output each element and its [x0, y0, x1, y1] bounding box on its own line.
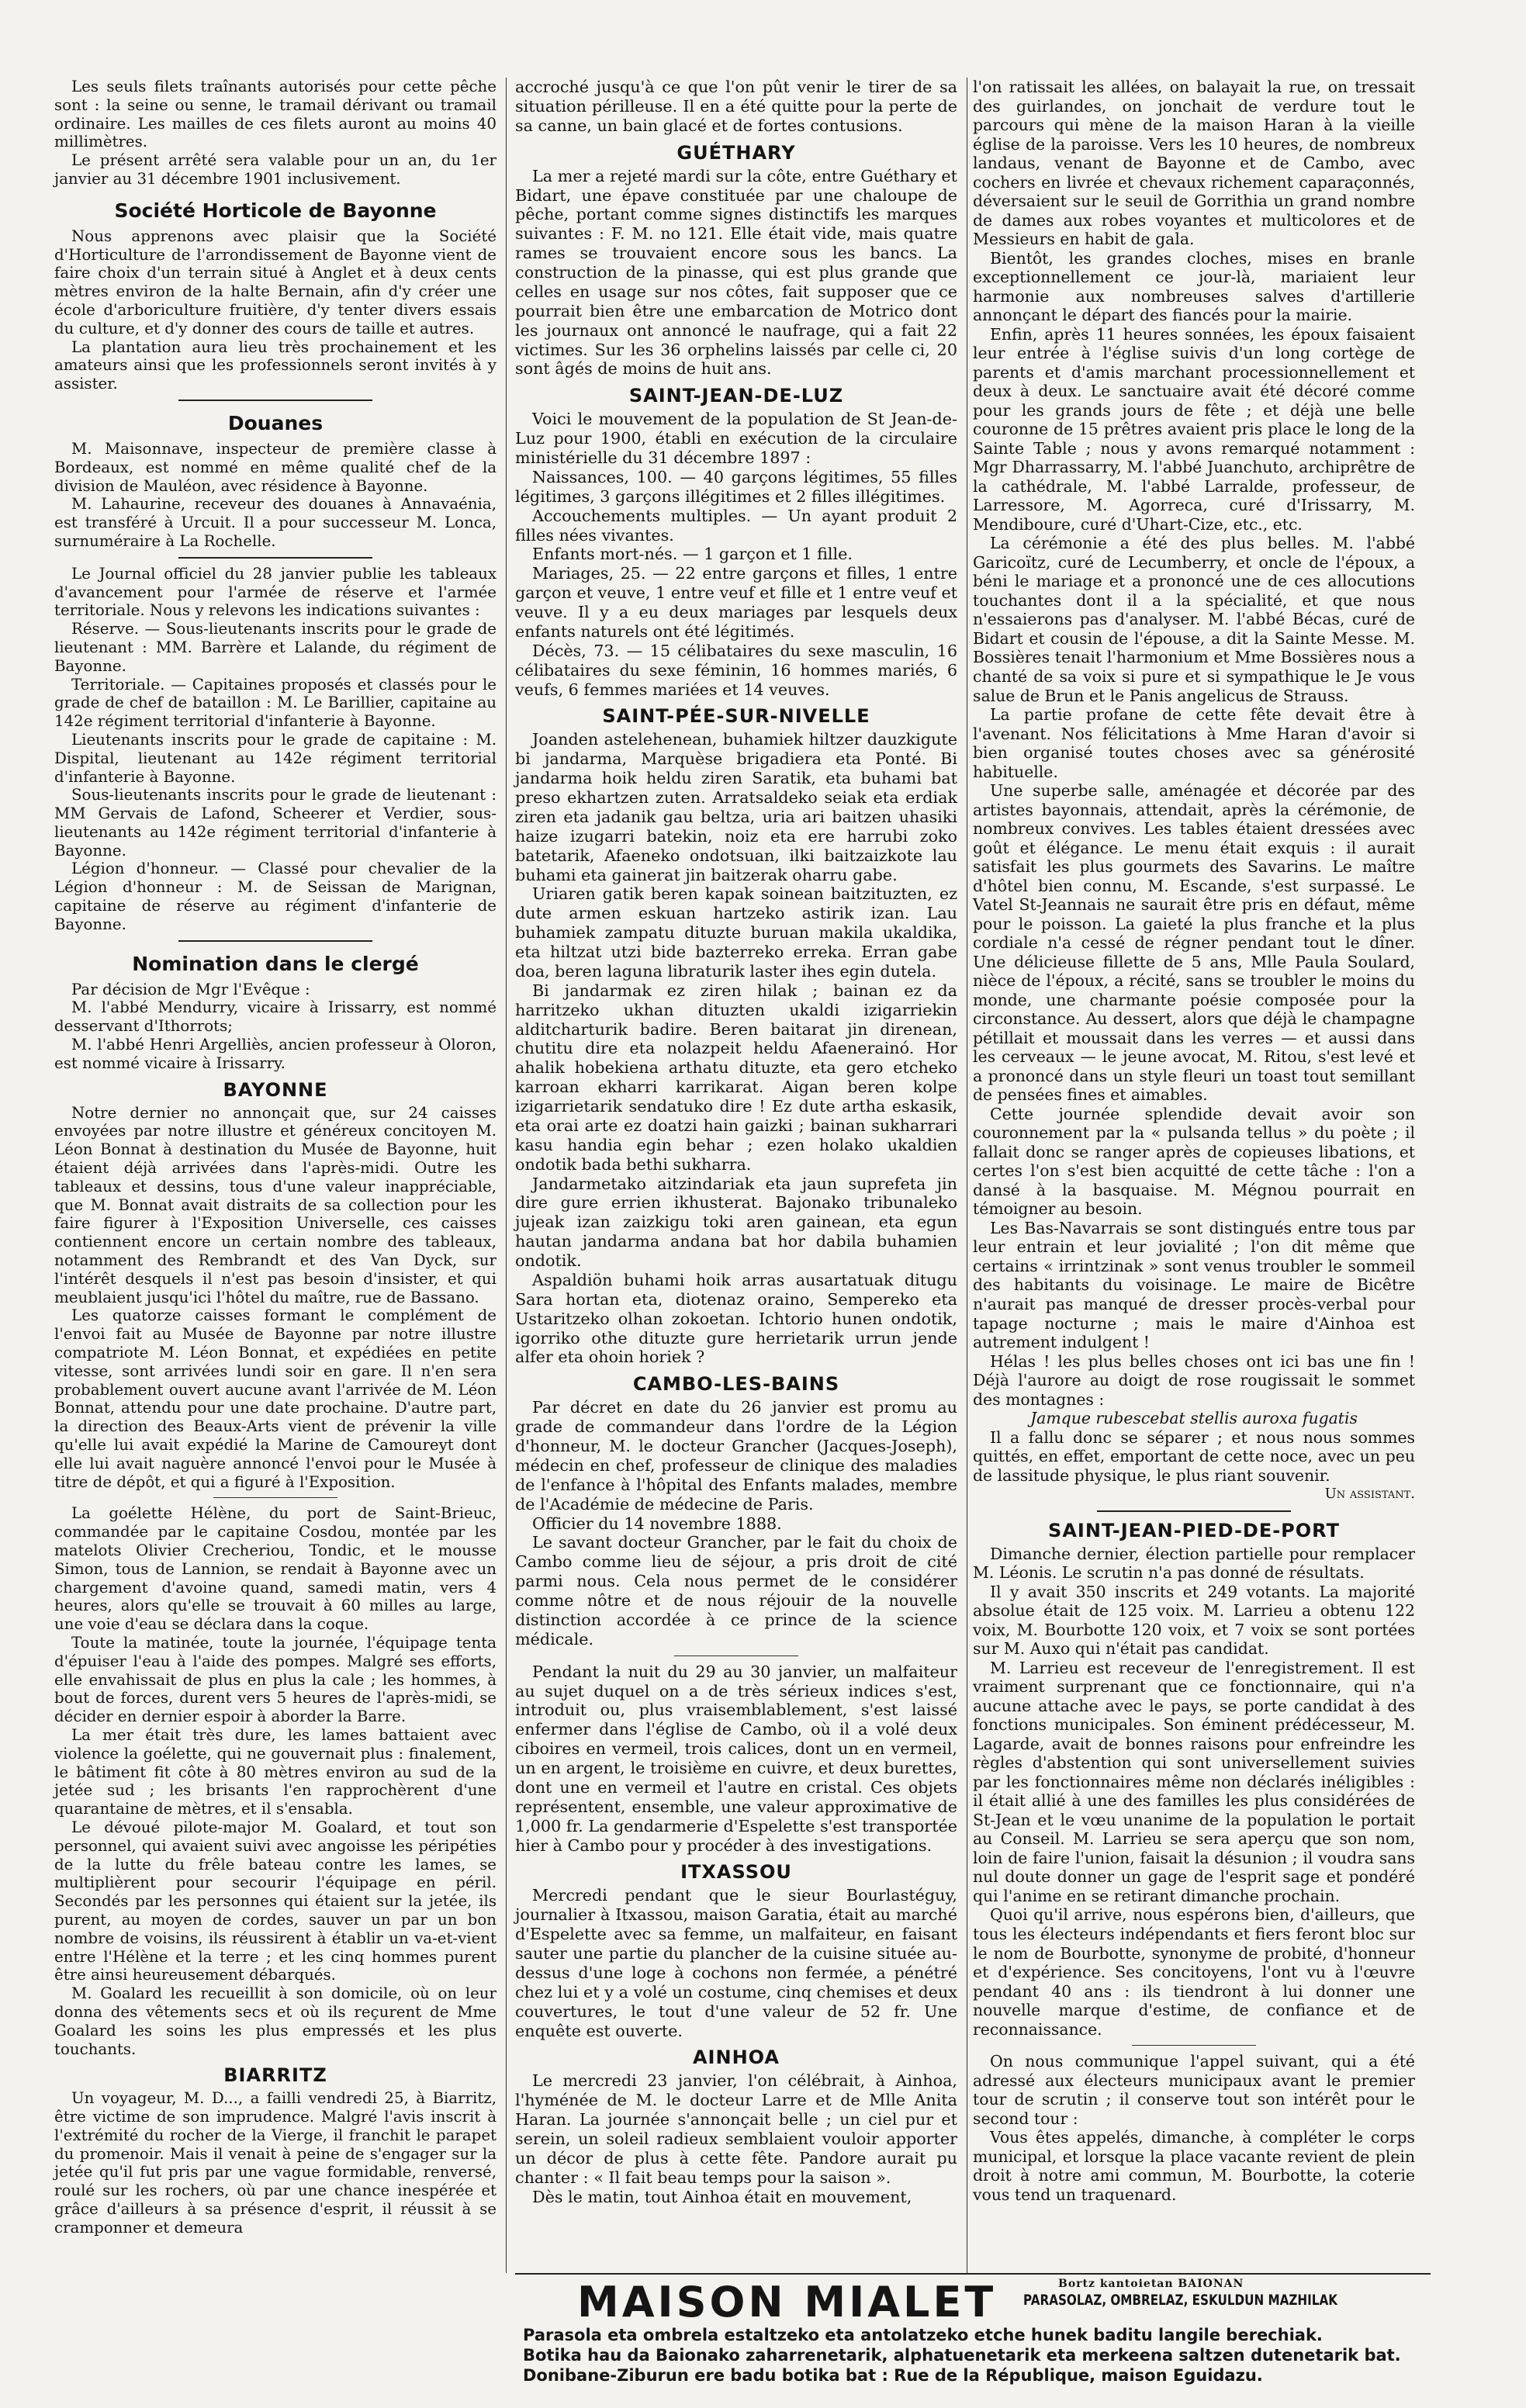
section-divider — [178, 940, 372, 942]
article-paragraph: M. Larrieu est receveur de l'enregistrement. Il est vraiment surprenant que ce fonctionnaire, qui n'a aucune attache avec le pays, se porte candidat à des fonctions municipales. Son éminent prédécesseur, M. Lagarde, avait de bonnes raisons pour enfreindre les règles d'abstention qui sont universellement suivies par les fonctionnaires même non déclarés inéligibles : il était allié à une des familles les plus considérées de St-Jean et le vœu unanime de la population le portait au Conseil. M. Larrieu se sera aperçu que son nom, loin de faire l'union, faisait la désunion ; il voudra sans nul doute donner un gage de l'esprit sage et pondéré qui l'anime en se retirant dimanche prochain. — [973, 1658, 1415, 1905]
article-paragraph: Territoriale. — Capitaines proposés et classés pour le grade de chef de bataillon : M. Le Barillier, capitaine au 142e régiment territorial d'infanterie à Bayonne. — [54, 675, 497, 731]
article-paragraph: Dès le matin, tout Ainhoa était en mouvement, — [532, 2187, 912, 2206]
article-paragraph: Uriaren gatik beren kapak soinean baitzituzten, ez dute armen eskuan hartzeko astirik izan. Lau buhamiek zampatu dituzte buruan makila ukaldika, eta hiltzat utzi bide bazterreko erreka. Erran gabe doa, beren laguna libraturik laster ihes egin dutela. — [515, 884, 957, 981]
article-paragraph: M. Maisonnave, inspecteur de première classe à Bordeaux, est nommé en même qualité chef de la division de Mauléon, avec résidence à Bayonne. — [54, 439, 497, 495]
article-paragraph: Les quatorze caisses formant le complément de l'envoi fait au Musée de Bayonne par notre illustre compatriote M. Léon Bonnat, et expédiées en petite vitesse, sont arrivées lundi soir en gare. Il n'en sera probablement ouvert aucune avant l'arrivée de M. Léon Bonnat, attendu pour une date prochaine. D'autre part, la direction des Beaux-Arts vient de prévenir la ville qu'elle lui avait expédié la Marine de Camoureyt dont elle lui avait naguère annoncé l'envoi pour le Musée à titre de dépôt, et qui a figuré à l'Exposition. — [54, 1306, 497, 1491]
article-paragraph: Notre dernier no annonçait que, sur 24 caisses envoyées par notre illustre et généreux concitoyen M. Léon Bonnat à destination du Musée de Bayonne, huit étaient déjà arrivées dans l'après-midi. Outre les tableaux et dessins, tous d'une valeur inappréciable, que M. Bonnat avait distraits de sa collection pour les faire figurer à l'Exposition Universelle, ces caisses contiennent encore un certain nombre des tableaux, notamment des Rembrandt et des Van Dyck, sur l'intérêt desquels il n'est pas besoin d'insister, et qui meublaient jusqu'ici l'hôtel du maître, rue de Bassano. — [54, 1103, 497, 1306]
article-paragraph: La goélette Hélène, du port de Saint-Brieuc, commandée par le capitaine Cosdou, montée par les matelots Olivier Crecheriou, Tondic, et le mousse Simon, tous de Lannion, se rendait à Bayonne avec un chargement d'avoine quand, samedi matin, vers 4 heures, alors qu'elle se trouvait à 60 milles au large, une voie d'eau se déclara dans la coque. — [54, 1504, 497, 1634]
article-paragraph: Toute la matinée, toute la journée, l'équipage tenta d'épuiser l'eau à l'aide des pompes. Malgré ses efforts, elle envahissait de plus en plus la cale ; les hommes, à bout de forces, durent vers 5 heures de l'après-midi, se décider en dernier espoir à aborder la Barre. — [54, 1633, 497, 1726]
article-paragraph: Un voyageur, M. D..., a failli vendredi 25, à Biarritz, être victime de son imprudence. Malgré l'avis inscrit à l'extrémité du rocher de la Vierge, il franchit le parapet du promenoir. Mais il venait à peine de s'engager sur la jetée qu'il fut pris par une vague formidable, renversé, roulé sur les rochers, où par une chance inespérée et grâce d'ailleurs à sa présence d'esprit, il réussit à se cramponner et demeura — [54, 2089, 497, 2237]
column-right — [973, 78, 1415, 2204]
article-paragraph: Il y avait 350 inscrits et 249 votants. La majorité absolue était de 125 voix. M. Larrieu a obtenu 122 voix, M. Bourbotte 120 voix, et 7 voix se sont portées sur M. Auxo qui n'était pas candidat. — [973, 1582, 1415, 1659]
column-left — [54, 78, 497, 2237]
ad-subtitle: Bortz kantoietan BAIONAN — [1058, 2278, 1244, 2290]
section-heading-guethary: GUÉTHARY — [676, 141, 796, 164]
section-heading-horticole: Société Horticole de Bayonne — [114, 199, 437, 222]
article-paragraph: Voici le mouvement de la population de St Jean-de-Luz pour 1900, établi en exécution de la circulaire ministérielle du 31 décembre 1897 : — [515, 410, 957, 467]
article-paragraph: Dimanche dernier, élection partielle pour remplacer M. Léonis. Le scrutin n'a pas donné de résultats. — [973, 1544, 1415, 1583]
article-paragraph: La mer était très dure, les lames battaient avec violence la goélette, qui ne gouvernait plus : finalement, le bâtiment fit côte à 80 mètres environ au sud de la jetée sud ; les brisants l'en rapprochèrent d'une quarantaine de mètres, et il s'ensabla. — [54, 1725, 497, 1818]
section-divider — [178, 400, 372, 401]
article-paragraph: Enfin, après 11 heures sonnées, les époux faisaient leur entrée à l'église suivis d'un long cortège de parents et d'amis marchant processionnellement et deux à deux. Le sanctuaire avait été décoré comme pour les grands jours de fête ; et déjà une belle couronne de 15 prêtres avaient pris place le long de la Sainte Table ; nous y avons remarqué notamment : Mgr Dharrassarry, M. l'abbé Juanchuto, archiprêtre de la cathédrale, M. l'abbé Larralde, professeur, de Larressore, M. Agorreca, curé d'Irissarry, M. Mendiboure, curé d'Uhart-Cize, etc., etc. — [973, 324, 1415, 534]
newspaper-page — [54, 78, 1435, 2385]
column-rule — [506, 78, 507, 2273]
article-paragraph: Jandarmetako aitzindariak eta jaun suprefeta jin dire gure errien ikhusterat. Bajonako tribunaleko jujeak izan zaizkigu toki aren gainean, eta egun hautan jandarma andana bat hor dabila buhamien ondotik. — [515, 1174, 957, 1270]
ad-line: Botika hau da Baionako zaharrenetarik, alphatuenetarik eta merkeena saltzen dutenetarik bat. — [523, 2346, 1401, 2365]
section-divider — [1132, 2045, 1256, 2046]
section-heading-saint-jean-pied-de-port: SAINT-JEAN-PIED-DE-PORT — [1048, 1519, 1340, 1541]
article-paragraph: Bi jandarmak ez ziren hilak ; bainan ez da harritzeko ukhan dituzten ukaldi izigarriekin alditcharturik badire. Beren baitarat jin direnean, chutitu dire eta nolazpeit heldu Afaenerainó. Hor ahalik hobekiena arthatu dituzte, eta gero etcheko karroan ekharri karrikarat. Aigan beren kolpe izigarrietarik sendatuko dire ! Ez dute artha eskasik, eta orai arte ez doatzi hain gaizki ; bainan sukharrari kasu handia egin behar ; ezen holako ukaldien ondotik bada bethi sukharra. — [515, 981, 957, 1174]
article-paragraph: Sous-lieutenants inscrits pour le grade de lieutenant : MM Gervais de Lafond, Scheerer et Verdier, sous-lieutenants au 142e régiment territorial d'infanterie à Bayonne. — [54, 786, 497, 860]
article-paragraph: M. l'abbé Henri Argelliès, ancien professeur à Oloron, est nommé vicaire à Irissarry. — [54, 1036, 497, 1072]
column-middle — [515, 78, 957, 2207]
latin-quote: Jamque rubescebat stellis auroxa fugatis — [1030, 1409, 1358, 1428]
advertisement-maison-mialet — [515, 2273, 1431, 2385]
article-paragraph: La plantation aura lieu très prochainement et les amateurs ainsi que les professionnels seront invités à y assister. — [54, 337, 497, 393]
section-heading-ainhoa: AINHOA — [692, 2046, 780, 2069]
section-heading-biarritz: BIARRITZ — [223, 2064, 327, 2087]
section-divider — [213, 1497, 337, 1498]
section-divider — [178, 557, 372, 559]
article-paragraph: M. Lahaurine, receveur des douanes à Annavaénia, est transféré à Urcuit. Il a pour successeur M. Lonca, surnuméraire à La Rochelle. — [54, 495, 497, 550]
article-paragraph: Pendant la nuit du 29 au 30 janvier, un malfaiteur au sujet duquel on a de très sérieux indices s'est, introduit ou, plus vraisemblablement, s'est laissé enfermer dans l'église de Cambo, où il a volé deux ciboires en vermeil, trois calices, dont un en vermeil, un en argent, le troisième en cuivre, et deux burettes, dont une en vermeil et l'autre en cristal. Ces objets représentent, ensemble, une valeur approximative de 1,000 fr. La gendarmerie d'Espelette s'est transportée hier à Cambo pour y procéder à des investigations. — [515, 1662, 957, 1855]
article-paragraph: Hélas ! les plus belles choses ont ici bas une fin ! Déjà l'aurore au doigt de rose rougissait le sommet des montagnes : — [973, 1351, 1415, 1409]
article-paragraph: Naissances, 100. — 40 garçons légitimes, 55 filles légitimes, 3 garçons illégitimes et 2 filles illégitimes. — [515, 467, 957, 506]
article-paragraph: Par décision de Mgr l'Evêque : — [71, 980, 310, 998]
ad-tagline: PARASOLAZ, OMBRELAZ, ESKULDUN MAZHILAK — [1023, 2292, 1337, 2309]
article-paragraph: accroché jusqu'à ce que l'on pût venir le tirer de sa situation périlleuse. Il en a été quitte pour la perte de sa canne, un bain glacé et de fortes contusions. — [515, 78, 957, 135]
ad-line: Parasola eta ombrela estaltzeko eta antolatzeko etche hunek baditu langile berechiak. — [523, 2326, 1323, 2344]
article-paragraph: Les seuls filets traînants autorisés pour cette pêche sont : la seine ou senne, le tramail dérivant ou tramail ordinaire. Les mailles de ces filets auront au moins 40 millimètres. — [54, 78, 497, 151]
article-paragraph: La partie profane de cette fête devait être à l'avenant. Nos félicitations à Mme Haran d'avoir si bien organisé toutes choses avec sa générosité habituelle. — [973, 705, 1415, 781]
article-paragraph: La cérémonie a été des plus belles. M. l'abbé Garicoïtz, curé de Lecumberry, et oncle de l'époux, a béni le mariage et a prononcé une de ces allocutions touchantes dont il a la spécialité, et que nous n'essaierons pas d'analyser. M. l'abbé Bécas, curé de Bidart et cousin de l'épouse, a dit la Sainte Messe. M. Bossières tenait l'harmonium et Mme Bossières nous a chanté de sa voix si pure et si sympathique le Je vous salue de Brun et le Panis angelicus de Strauss. — [973, 534, 1415, 705]
article-paragraph: Il a fallu donc se séparer ; et nous nous sommes quittés, en effet, emportant de cette noce, avec un peu de lassitude physique, le plus riant souvenir. — [973, 1427, 1415, 1485]
ad-line: Donibane-Ziburun ere badu botika bat : Rue de la République, maison Eguidazu. — [523, 2366, 1263, 2385]
article-paragraph: Le présent arrêté sera valable pour un an, du 1er janvier au 31 décembre 1901 inclusivement. — [54, 151, 497, 188]
article-paragraph: Aspaldiön buhami hoik arras ausartatuak ditugu Sara hortan eta, diotenaz oraino, Sempereko eta Ustaritzeko olhan zokoetan. Ichtorio hunen ondotik, igorriko othe dituzte gure herrietarik urrun jende alfer eta ohoin horiek ? — [515, 1270, 957, 1367]
article-paragraph: Une superbe salle, aménagée et décorée par des artistes bayonnais, attendait, après la cérémonie, de nombreux convives. Les tables étaient dressées avec goût et élégance. Le menu était exquis : il aurait satisfait les plus gourmets des Savarins. Le maître d'hôtel bien connu, M. Escande, s'est surpassé. Le Vatel St-Jeannais ne saurait être pris en défaut, même pour le poisson. La gaieté la plus franche et la plus cordiale n'a cessé de régner pendant tout le dîner. Une délicieuse fillette de 5 ans, Mlle Paula Soulard, nièce de l'époux, a récité, sans se troubler le moins du monde, une charmante poésie composée pour la circonstance. Au dessert, alors que déjà le champagne pétillait et moussait dans les verres — et aussi dans les cerveaux — le jeune avocat, M. Ritou, s'est levé et a prononcé dans un style fleuri un toast tout semillant de pensées fines et aimables. — [973, 781, 1415, 1105]
section-heading-saint-jean-de-luz: SAINT-JEAN-DE-LUZ — [628, 385, 844, 407]
article-paragraph: Enfants mort-nés. — 1 garçon et 1 fille. — [532, 545, 853, 564]
article-paragraph: M. Goalard les recueillit à son domicile, où on leur donna des vêtements secs et où ils reçurent de Mme Goalard les soins les plus empressés et les plus touchants. — [54, 1984, 497, 2058]
article-paragraph: Réserve. — Sous-lieutenants inscrits pour le grade de lieutenant : MM. Barrère et Lalande, du régiment de Bayonne. — [54, 620, 497, 675]
article-paragraph: Les Bas-Navarrais se sont distingués entre tous par leur entrain et leur jovialité ; l'on dit même que certains « irrintzinak » sont venus troubler le sommeil des habitants du voisinage. Le maire de Bicêtre n'aurait pas manqué de dresser procès-verbal pour tapage nocturne ; mais le maire d'Ainhoa est autrement indulgent ! — [973, 1218, 1415, 1352]
article-paragraph: Nous apprenons avec plaisir que la Société d'Horticulture de l'arrondissement de Bayonne vient de faire choix d'un terrain situé à Anglet et à deux cents mètres environ de la halte Bernain, afin d'y créer une école d'arboriculture fruitière, d'y tenter divers essais du culture, et d'y donner des cours de taille et autres. — [54, 227, 497, 337]
article-paragraph: Mariages, 25. — 22 entre garçons et filles, 1 entre garçon et veuve, 1 entre veuf et fille et 1 entre veuf et veuve. Il y a eu deux mariages par lesquels deux enfants naturels ont été légitimés. — [515, 564, 957, 641]
article-paragraph: Décès, 73. — 15 célibataires du sexe masculin, 16 célibataires du sexe féminin, 16 hommes mariés, 6 veufs, 6 femmes mariées et 14 veuves. — [515, 641, 957, 699]
section-heading-itxassou: ITXASSOU — [680, 1861, 792, 1884]
article-paragraph: M. l'abbé Mendurry, vicaire à Irissarry, est nommé desservant d'Ithorrots; — [54, 998, 497, 1036]
article-paragraph: Accouchements multiples. — Un ayant produit 2 filles nées vivantes. — [515, 506, 957, 545]
section-heading-douanes: Douanes — [227, 411, 324, 434]
article-paragraph: Par décret en date du 26 janvier est promu au grade de commandeur dans l'ordre de la Légion d'honneur, M. le docteur Grancher (Jacques-Joseph), médecin en chef, professeur de clinique des maladies de l'enfance à l'hôpital des Enfants malades, membre de l'Académie de médecine de Paris. — [515, 1398, 957, 1514]
article-paragraph: Le mercredi 23 janvier, l'on célébrait, à Ainhoa, l'hyménée de M. le docteur Larre et de Mlle Anita Haran. La journée s'annonçait belle ; un ciel pur et serein, un soleil radieux semblaient vouloir apporter un décor de plus à cette fête. Pandore aurait pu chanter : « Il fait beau temps pour la saison ». — [515, 2071, 957, 2187]
article-paragraph: Le savant docteur Grancher, par le fait du choix de Cambo comme lieu de séjour, a pris droit de cité parmi nous. Cela nous permet de le considérer comme nôtre et de nous réjouir de la nouvelle distinction accordée à ce prince de la science médicale. — [515, 1533, 957, 1649]
article-paragraph: Bientôt, les grandes cloches, mises en branle exceptionnellement ce jour-là, mariaient leur harmonie aux nombreuses salves d'artillerie annonçant le départ des fiancés pour la mairie. — [973, 248, 1415, 325]
article-paragraph: Légion d'honneur. — Classé pour chevalier de la Légion d'honneur : M. de Seissan de Marignan, capitaine de réserve au régiment d'infanterie de Bayonne. — [54, 860, 497, 933]
ad-title: MAISON MIALET — [577, 2278, 997, 2327]
section-heading-saint-pee-sur-nivelle: SAINT-PÉE-SUR-NIVELLE — [602, 705, 870, 728]
article-signature: Un assistant. — [1324, 1486, 1415, 1503]
article-paragraph: l'on ratissait les allées, on balayait la rue, on tressait des guirlandes, on jonchait de verdure tout le parcours qui mène de la maison Haran à la vieille église de la paroisse. Vers les 10 heures, de nombreux landaus, venant de Bayonne et de Cambo, avec cochers en livrée et chevaux richement caparaçonnés, déversaient sur le seuil de Gorrithia un grand nombre de dames aux robes voyantes et multicolores et de Messieurs en habit de gala. — [973, 78, 1415, 249]
article-paragraph: Vous êtes appelés, dimanche, à compléter le corps municipal, et lorsque la place vacante revient de plein droit à notre ami commun, M. Bourbotte, la coterie vous tend un traquenard. — [973, 2128, 1415, 2204]
article-paragraph: Le dévoué pilote-major M. Goalard, et tout son personnel, qui avaient suivi avec angoisse les péripéties de la lutte du frêle bateau contre les lames, se multiplièrent pour secourir l'équipage en péril. Secondés par les personnes qui étaient sur la jetée, ils purent, au moyen de cordes, sauver un par un bon nombre de voisins, ils réussirent à établir un va-et-vient entre l'Hélène et la terre ; et les cinq hommes purent être ainsi heureusement débarqués. — [54, 1818, 497, 1984]
section-divider — [1097, 1510, 1291, 1512]
article-paragraph: Quoi qu'il arrive, nous espérons bien, d'ailleurs, que tous les électeurs indépendants et fiers feront bloc sur le nom de Bourbotte, synonyme de probité, d'honneur et d'expérience. Ses concitoyens, l'ont vu à l'œuvre pendant 40 ans : ils tiendront à lui donner une nouvelle marque d'estime, de confiance et de reconnaissance. — [973, 1905, 1415, 2039]
article-paragraph: La mer a rejeté mardi sur la côte, entre Guéthary et Bidart, une épave constituée par une chaloupe de pêche, portant comme signes distinctifs les marques suivantes : F. M. no 121. Elle était vide, mais quatre rames se trouvaient encore sous les bancs. La construction de la pinasse, qui est plus grande que celles en usage sur nos côtes, fait supposer que ce pourrait bien être une embarcation de Motrico dont les journaux ont annoncé le naufrage, qui a fait 22 victimes. Sur les 36 orphelins laissés par celle ci, 20 sont âgés de moins de huit ans. — [515, 166, 957, 379]
article-paragraph: Le Journal officiel du 28 janvier publie les tableaux d'avancement pour l'armée de réserve et l'armée territoriale. Nous y relevons les indications suivantes : — [54, 564, 497, 620]
article-paragraph: Cette journée splendide devait avoir son couronnement par la « pulsanda tellus » du poète ; il fallait donc se ranger après de copieuses libations, et certes l'on s'est bien acquitté de cette tâche : l'on a dansé à la basquaise. M. Mégnou pourrait en témoigner au besoin. — [973, 1104, 1415, 1219]
section-heading-bayonne: BAYONNE — [223, 1078, 328, 1101]
section-heading-clerge: Nomination dans le clergé — [132, 952, 419, 975]
article-paragraph: Joanden astelehenean, buhamiek hiltzer dauzkigute bi jandarma, Marquèse brigadiera eta Ponté. Bi jandarma hoik heldu ziren Saratik, eta buhami bat preso ekhartzen zuten. Arratsaldeko seiak eta erdiak ziren eta jadanik gau beltza, uria ari baitzen uhasiki haize izugarri batekin, noiz eta ere harrubi zoko batetarik, Afaeneko ondotsuan, ilki baitzaizkote lau buhami eta gainerat jin baitzerak oharru gabe. — [515, 730, 957, 884]
article-paragraph: Lieutenants inscrits pour le grade de capitaine : M. Dispital, lieutenant au 142e régiment territorial d'infanterie à Bayonne. — [54, 730, 497, 786]
article-paragraph: Mercredi pendant que le sieur Bourlastéguy, journalier à Itxassou, maison Garatia, était au marché d'Espelette avec sa femme, un malfaiteur, en faisant sauter une partie du plancher de la cuisine située au-dessus d'une loge à cochons non fermée, a pénétré chez lui et y a volé un costume, cinq chemises et deux couvertures, le tout d'une valeur de 52 fr. Une enquête est ouverte. — [515, 1886, 957, 2040]
article-paragraph: Officier du 14 novembre 1888. — [532, 1514, 782, 1533]
section-heading-cambo-les-bains: CAMBO-LES-BAINS — [632, 1373, 840, 1396]
article-paragraph: On nous communique l'appel suivant, qui a été adressé aux électeurs municipaux avant le premier tour de scrutin ; il conserve tout son intérêt pour le second tour : — [973, 2052, 1415, 2128]
